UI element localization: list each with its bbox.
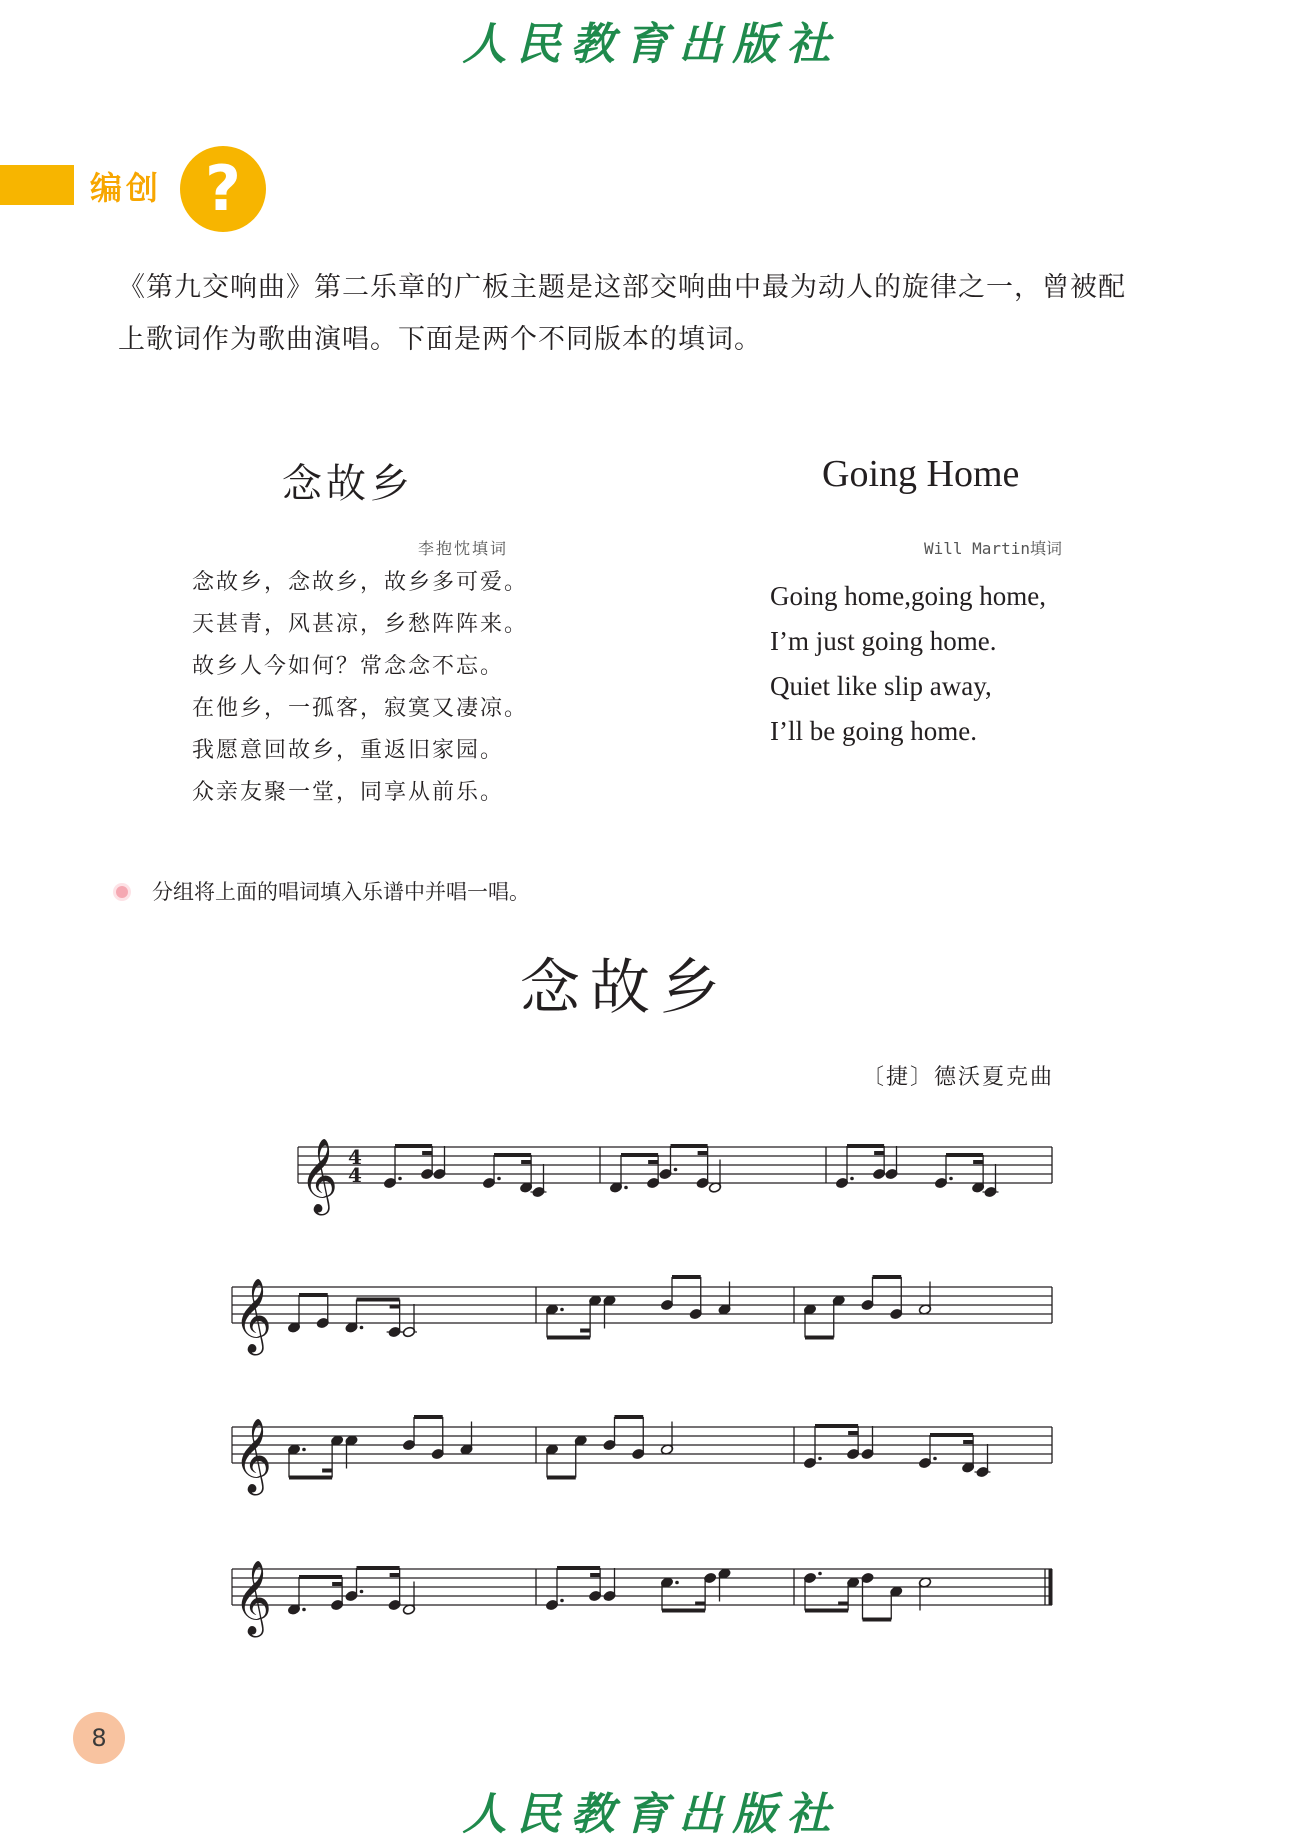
lyrics-cn-line: 众亲友聚一堂，同享从前乐。 xyxy=(192,780,505,805)
question-bulb-icon: ? xyxy=(180,146,266,232)
dot xyxy=(818,1572,822,1576)
song-title: 念故乡 xyxy=(520,953,730,1023)
dot xyxy=(949,1177,953,1181)
treble-clef: 𝄞 xyxy=(234,1561,272,1635)
dot xyxy=(360,1590,364,1594)
dot xyxy=(360,1326,364,1330)
section-title: 编创 xyxy=(90,169,163,207)
lyrics-en-line: Quiet like slip away, xyxy=(770,671,992,701)
treble-clef: 𝄞 xyxy=(234,1419,272,1493)
song-composer: 〔捷〕德沃夏克曲 xyxy=(862,1065,1055,1090)
page-number: 8 xyxy=(73,1712,125,1764)
lyrics-cn-line: 故乡人今如何？常念念不忘。 xyxy=(192,654,505,679)
publisher-header: 人民教育出版社 xyxy=(462,19,841,70)
dot xyxy=(850,1177,854,1181)
lyrics-en-title: Going Home xyxy=(822,453,1020,495)
dot xyxy=(398,1177,402,1181)
dot xyxy=(674,1168,678,1172)
dot xyxy=(624,1186,628,1190)
intro-paragraph: 《第九交响曲》第二乐章的广板主题是这部交响曲中最为动人的旋律之一，曾被配上歌词作为歌曲演唱。下面是两个不同版本的填词。 xyxy=(118,272,1126,355)
dot xyxy=(675,1581,679,1585)
lyrics-en-line: Going home,going home, xyxy=(770,581,1046,611)
dot xyxy=(818,1457,822,1461)
treble-clef: 𝄞 xyxy=(300,1139,338,1213)
lyrics-cn-line: 在他乡，一孤客，寂寞又凄凉。 xyxy=(192,696,529,721)
lyrics-cn-title: 念故乡 xyxy=(282,461,414,507)
dot xyxy=(560,1599,564,1603)
dot xyxy=(933,1457,937,1461)
dot xyxy=(302,1448,306,1452)
lyrics-en-line: I’m just going home. xyxy=(770,626,997,656)
dot xyxy=(497,1177,501,1181)
task-instruction: 分组将上面的唱词填入乐谱中并唱一唱。 xyxy=(152,880,530,904)
lyrics-en-line: I’ll be going home. xyxy=(770,716,977,746)
dot xyxy=(560,1308,564,1312)
time-signature-top: 4 xyxy=(348,1145,362,1169)
lyrics-cn-credit: 李抱忱填词 xyxy=(418,539,509,558)
lyrics-cn-line: 念故乡，念故乡，故乡多可爱。 xyxy=(192,570,529,595)
treble-clef: 𝄞 xyxy=(234,1279,272,1353)
lyrics-cn-line: 天甚青，风甚凉，乡愁阵阵来。 xyxy=(192,612,529,637)
lyrics-en-credit: Will Martin填词 xyxy=(924,539,1062,558)
dot xyxy=(302,1608,306,1612)
time-signature-bottom: 4 xyxy=(348,1163,362,1187)
publisher-footer: 人民教育出版社 xyxy=(462,1789,841,1840)
lyrics-cn-line: 我愿意回故乡，重返旧家园。 xyxy=(192,738,505,763)
